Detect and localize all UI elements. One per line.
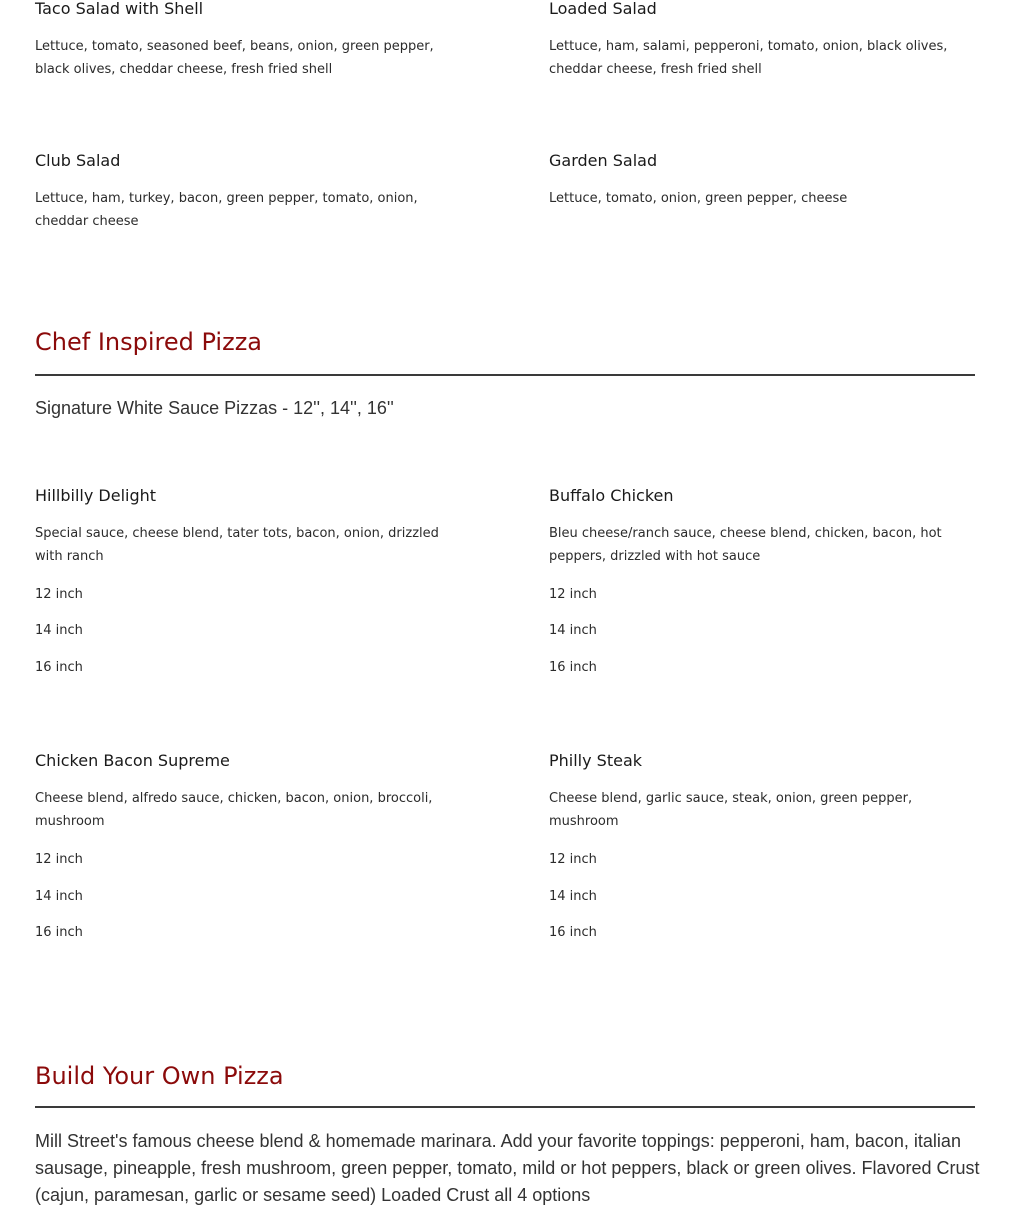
menu-item-description: Lettuce, tomato, seasoned beef, beans, onion, green pepper, black olives, cheddar cheese, fresh fried shell	[35, 39, 434, 77]
menu-item-description: Bleu cheese/ranch sauce, cheese blend, chicken, bacon, hot peppers, drizzled with hot sauce	[549, 526, 942, 564]
menu-item-title: Chicken Bacon Supreme	[35, 751, 230, 770]
menu-item-description: Lettuce, tomato, onion, green pepper, cheese	[549, 191, 848, 206]
menu-item-title: Garden Salad	[549, 151, 658, 170]
size-option: 14 inch	[549, 889, 597, 904]
menu-item-title: Club Salad	[35, 151, 121, 170]
section-title: Chef Inspired Pizza	[35, 328, 262, 356]
size-option: 12 inch	[35, 852, 83, 867]
size-option: 16 inch	[549, 660, 597, 675]
menu-item-title: Philly Steak	[549, 751, 643, 770]
size-option: 12 inch	[35, 587, 83, 602]
size-option: 12 inch	[549, 852, 597, 867]
menu-item-title: Taco Salad with Shell	[35, 0, 204, 18]
menu-item-description: Special sauce, cheese blend, tater tots, bacon, onion, drizzled with ranch	[35, 526, 439, 564]
size-option: 14 inch	[35, 889, 83, 904]
size-option: 16 inch	[35, 660, 83, 675]
menu-item-description: Cheese blend, alfredo sauce, chicken, bacon, onion, broccoli, mushroom	[35, 791, 433, 829]
menu-item-title: Hillbilly Delight	[35, 486, 157, 505]
size-option: 12 inch	[549, 587, 597, 602]
section-title: Build Your Own Pizza	[35, 1062, 284, 1090]
size-option: 14 inch	[35, 623, 83, 638]
size-option: 16 inch	[35, 925, 83, 940]
section-description: Mill Street's famous cheese blend & homemade marinara. Add your favorite toppings: pepperoni, ham, bacon, italian sausage, pineapple, fresh mushroom, green pepper, tomato, mild or hot peppers, black or green olives. Flavored Crust (cajun, paramesan, garlic or sesame seed) Loaded Crust all 4 options	[35, 1131, 980, 1205]
menu-item-title: Buffalo Chicken	[549, 486, 674, 505]
menu-item-description: Lettuce, ham, turkey, bacon, green pepper, tomato, onion, cheddar cheese	[35, 191, 418, 229]
size-option: 16 inch	[549, 925, 597, 940]
menu-item-title: Loaded Salad	[549, 0, 657, 18]
menu-item-description: Cheese blend, garlic sauce, steak, onion, green pepper, mushroom	[549, 791, 913, 829]
section-divider	[35, 1106, 975, 1108]
section-divider	[35, 374, 975, 376]
size-option: 14 inch	[549, 623, 597, 638]
section-subtitle: Signature White Sauce Pizzas - 12'', 14'', 16''	[35, 398, 394, 418]
menu-item-description: Lettuce, ham, salami, pepperoni, tomato, onion, black olives, cheddar cheese, fresh fried shell	[549, 39, 948, 77]
